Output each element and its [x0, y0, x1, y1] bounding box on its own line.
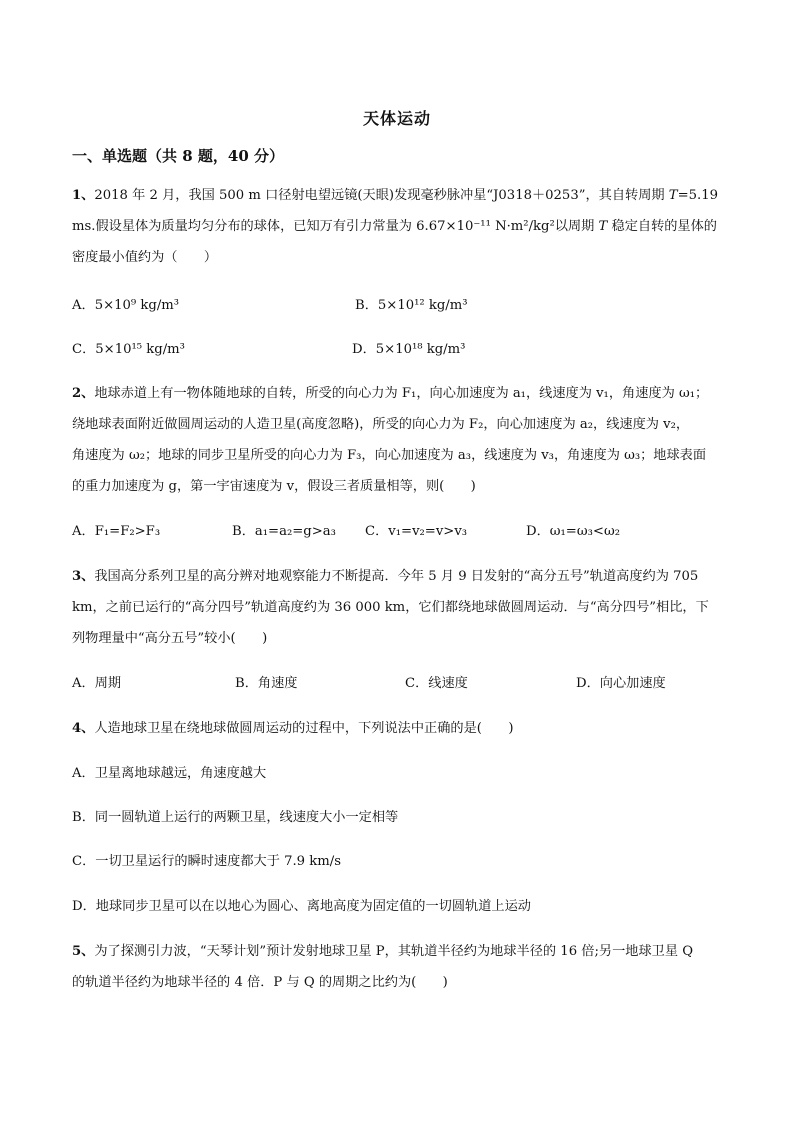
- section-heading: 一、单选题（共 8 题，40 分）: [72, 147, 284, 165]
- q1-option-c: C．5×10¹⁵ kg/m³: [72, 342, 185, 357]
- q2-stem-line-2: 绕地球表面附近做圆周运动的人造卫星(高度忽略)，所受的向心力为 F₂，向心加速度为 a₂，线速度为 v₂，: [72, 417, 690, 432]
- q4-option-a: A．卫星离地球越远，角速度越大: [72, 766, 267, 781]
- q2-option-b: B．a₁=a₂=g>a₃: [232, 524, 336, 539]
- q3-option-c: C．线速度: [405, 676, 468, 691]
- q3-option-b: B．角速度: [235, 676, 298, 691]
- q1-option-d: D．5×10¹⁸ kg/m³: [352, 342, 466, 357]
- q2-stem-line-4: 的重力加速度为 g，第一宇宙速度为 v，假设三者质量相等，则( ): [72, 479, 476, 494]
- q2-stem-line-3: 角速度为 ω₂；地球的同步卫星所受的向心力为 F₃，向心加速度为 a₃，线速度为 v₃，角速度为 ω₃；地球表面: [72, 448, 707, 463]
- q3-option-d: D．向心加速度: [576, 676, 666, 691]
- page-title: 天体运动: [362, 109, 431, 128]
- q4-stem-line-1: 4、人造地球卫星在绕地球做圆周运动的过程中，下列说法中正确的是( ): [72, 721, 514, 736]
- q1-stem-line-3: 密度最小值约为（ ）: [72, 250, 218, 265]
- q4-option-b: B．同一圆轨道上运行的两颗卫星，线速度大小一定相等: [72, 810, 399, 825]
- q1-stem-line-1: 1、2018 年 2 月，我国 500 m 口径射电望远镜(天眼)发现毫秒脉冲星“J0318＋0253”，其自转周期 𝑇=5.19: [72, 188, 718, 203]
- q2-option-d: D．ω₁=ω₃<ω₂: [526, 524, 620, 539]
- q1-stem-line-2: ms.假设星体为质量均匀分布的球体，已知万有引力常量为 6.67×10⁻¹¹ N·m²/kg²以周期 𝑇 稳定自转的星体的: [72, 219, 717, 234]
- q3-stem-line-3: 列物理量中“高分五号”较小( ): [72, 631, 268, 646]
- q4-number: 4、: [72, 721, 95, 736]
- q5-stem-line-2: 的轨道半径约为地球半径的 4 倍．P 与 Q 的周期之比约为( ): [72, 975, 448, 990]
- q4-option-c: C．一切卫星运行的瞬时速度都大于 7.9 km/s: [72, 854, 341, 869]
- q2-option-c: C．v₁=v₂=v>v₃: [365, 524, 468, 539]
- q1-option-a: A．5×10⁹ kg/m³: [72, 298, 180, 313]
- q3-number: 3、: [72, 569, 95, 584]
- q3-stem-line-1: 3、我国高分系列卫星的高分辨对地观察能力不断提高．今年 5 月 9 日发射的“高分五号”轨道高度约为 705: [72, 569, 699, 584]
- q1-option-b: B．5×10¹² kg/m³: [355, 298, 468, 313]
- q3-option-a: A．周期: [72, 676, 122, 691]
- q5-number: 5、: [72, 944, 95, 959]
- q2-number: 2、: [72, 386, 95, 401]
- q2-stem-line-1: 2、地球赤道上有一物体随地球的自转，所受的向心力为 F₁，向心加速度为 a₁，线速度为 v₁，角速度为 ω₁；: [72, 386, 709, 401]
- q4-option-d: D．地球同步卫星可以在以地心为圆心、离地高度为固定值的一切圆轨道上运动: [72, 899, 531, 914]
- q2-option-a: A．F₁=F₂>F₃: [72, 524, 161, 539]
- q3-stem-line-2: km，之前已运行的“高分四号”轨道高度约为 36 000 km，它们都绕地球做圆周运动．与“高分四号”相比，下: [72, 600, 709, 615]
- q1-number: 1、: [72, 188, 95, 203]
- q5-stem-line-1: 5、为了探测引力波，“天琴计划”预计发射地球卫星 P，其轨道半径约为地球半径的 16 倍;另一地球卫星 Q: [72, 944, 694, 959]
